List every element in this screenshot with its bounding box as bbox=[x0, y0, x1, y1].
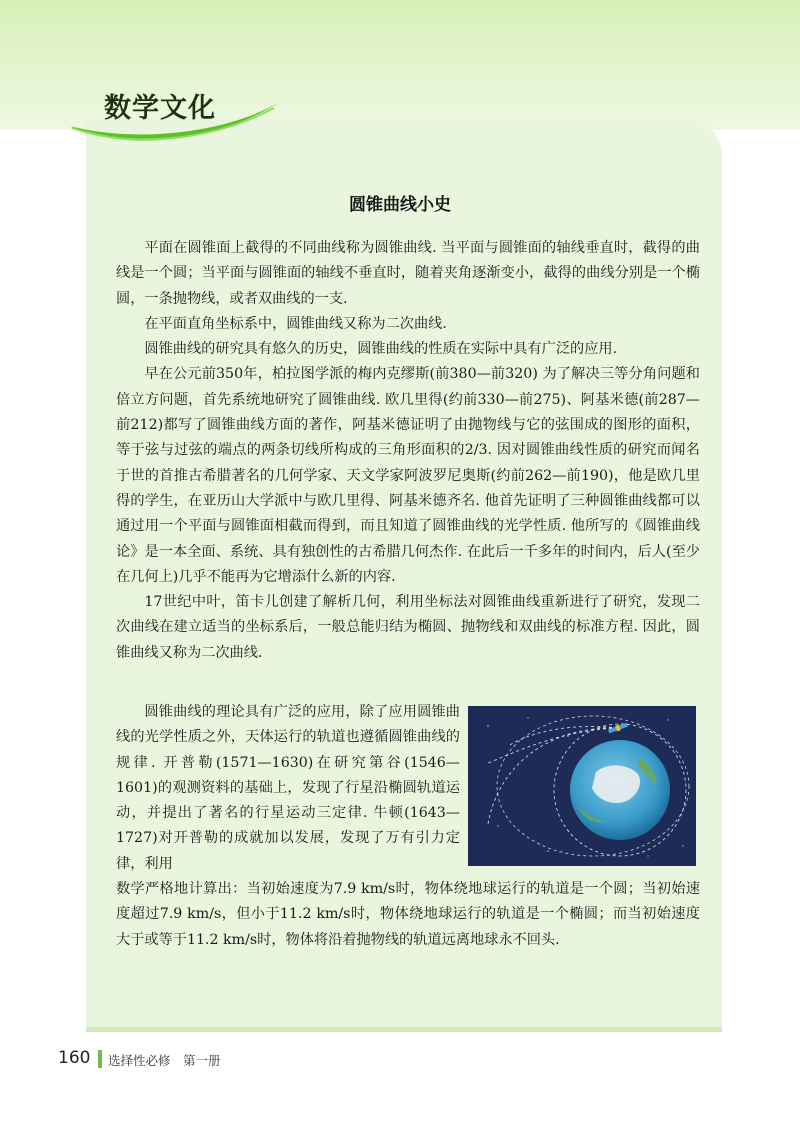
wrapped-section bbox=[116, 700, 460, 877]
section-title: 数学文化 bbox=[104, 93, 216, 124]
earth-orbits-illustration bbox=[468, 706, 696, 866]
paragraph: 圆锥曲线的研究具有悠久的历史，圆锥曲线的性质在实际中具有广泛的应用. bbox=[144, 341, 618, 358]
paragraph: 17世纪中叶，笛卡儿创建了解析几何，利用坐标法对圆锥曲线重新进行了研究，发现二次曲线在建立适当的坐标系后，一般总能归结为椭圆、抛物线和双曲线的标准方程. 因此，圆锥曲线又称为二次曲线. bbox=[116, 594, 700, 661]
page-number: 160 bbox=[58, 1048, 91, 1068]
paragraph: 早在公元前350年，柏拉图学派的梅内克缪斯(前380—前320) 为了解决三等分角问题和倍立方问题，首先系统地研究了圆锥曲线. 欧几里得(约前330—前275)、阿基米德(前287—前212)都写了圆锥曲线方面的著作，阿基米德证明了由抛物线与它的弦围成的图形的面积，等于弦与过弦的端点的两条切线所构成的三角形面积的2/3. 因对圆锥曲线性质的研究而闻名于世的首推古希腊著名的几何学家、天文学家阿波罗尼奥斯(约前262—前190)，他是欧几里得的学生，在亚历山大学派中与欧几里得、阿基米德齐名. 他首先证明了三种圆锥曲线都可以通过用一个平面与圆锥面相截而得到，而且知道了圆锥曲线的光学性质. 他所写的《圆锥曲线论》是一本全面、系统、具有独创性的古希腊几何杰作. 在此后一千多年的时间内，后人(至少在几何上)几乎不能再为它增添什么新的内容. bbox=[116, 366, 700, 585]
paragraph: 在平面直角坐标系中，圆锥曲线又称为二次曲线. bbox=[144, 315, 447, 332]
paragraph: 平面在圆锥面上截得的不同曲线称为圆锥曲线. 当平面与圆锥面的轴线垂直时，截得的曲线是一个圆；当平面与圆锥面的轴线不垂直时，随着夹角逐渐变小，截得的曲线分别是一个椭圆，一条抛物线，或者双曲线的一支. bbox=[116, 240, 700, 307]
article-title: 圆锥曲线小史 bbox=[349, 195, 451, 215]
footer-divider bbox=[86, 1027, 722, 1032]
book-label: 选择性必修 第一册 bbox=[108, 1053, 221, 1068]
paragraph: 数学严格地计算出：当初始速度为7.9 km/s时，物体绕地球运行的轨道是一个圆；当初始速度超过7.9 km/s，但小于11.2 km/s时，物体绕地球运行的轨道是一个椭圆；而当初始速度大于或等于11.2 km/s时，物体将沿着抛物线的轨道远离地球永不回头. bbox=[116, 881, 700, 948]
page-marker bbox=[98, 1050, 102, 1068]
paragraph: 圆锥曲线的理论具有广泛的应用，除了应用圆锥曲线的光学性质之外，天体运行的轨道也遵循圆锥曲线的规律. 开普勒(1571—1630)在研究第谷(1546—1601)的观测资料的基础上，发现了行星沿椭圆轨道运动，并提出了著名的行星运动三定律. 牛顿(1643—1727)对开普勒的成就加以发展，发现了万有引力定律，利用 bbox=[116, 704, 460, 872]
tail-section bbox=[116, 877, 700, 953]
article-body bbox=[116, 236, 700, 666]
